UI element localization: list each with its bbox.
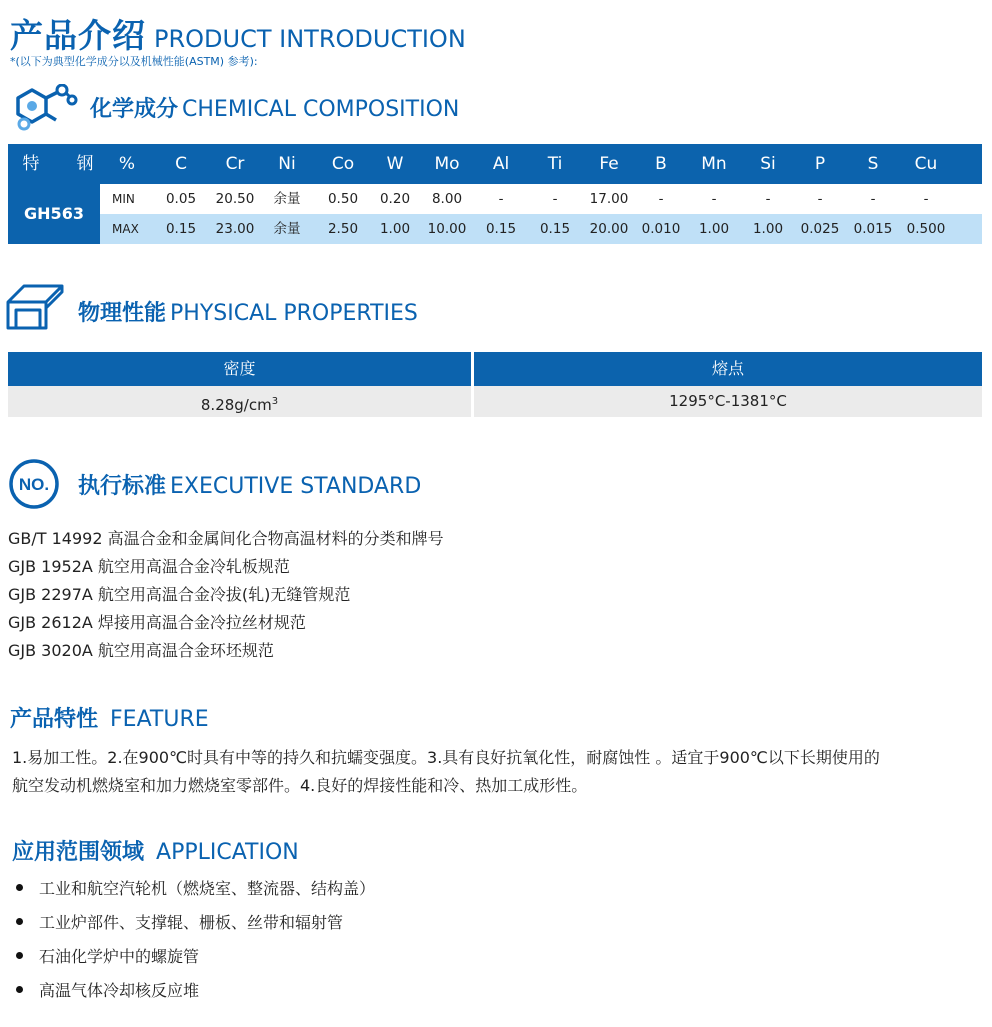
table-cell: - [870,191,876,207]
standard-item: GJB 2612A 焊接用高温合金冷拉丝材规范 [8,613,306,632]
standard-icon-text: NO. [18,475,50,494]
table-cell: - [552,191,558,207]
header-grade-2: 钢 [76,154,94,174]
grade-cell: GH563 [8,184,100,244]
density-header: 密度 [8,352,471,386]
header-element: Ni [278,154,296,174]
table-cell: - [817,191,823,207]
table-cell: 1.00 [379,221,411,237]
chemical-table-header [8,144,982,184]
standard-item: GJB 1952A 航空用高温合金冷轧板规范 [8,557,290,576]
feature-text-line: 航空发动机燃烧室和加力燃烧室零部件。4.良好的焊接性能和冷、热加工成形性。 [12,776,588,795]
header-element: Co [331,154,355,174]
list-item [16,978,199,1001]
header-element: C [175,154,187,174]
density-exponent: 3 [271,396,279,407]
table-cell: 1.00 [698,221,730,237]
table-cell: 0.015 [853,221,893,237]
table-cell: 20.00 [589,221,629,237]
header-element: P [814,154,826,174]
table-cell: 23.00 [215,221,255,237]
table-cell: 0.20 [379,191,411,207]
table-row-max [100,214,982,244]
table-cell: 17.00 [589,191,629,207]
reference-note: *(以下为典型化学成分以及机械性能(ASTM) 参考): [10,55,258,68]
header-percent: % [118,154,136,174]
table-cell: - [711,191,717,207]
standard-title-en: EXECUTIVE STANDARD [170,474,422,499]
table-cell: 余量 [273,191,301,207]
table-cell: - [498,191,504,207]
standard-section-title [78,469,421,500]
table-cell: 0.15 [165,221,197,237]
bullet-icon [16,952,23,959]
header-element: W [386,154,404,174]
header-element: S [867,154,879,174]
feature-title-cn: 产品特性 [10,707,99,732]
header-element: Cr [225,154,245,174]
bullet-icon [16,884,23,891]
table-cell: 20.50 [215,191,255,207]
density-value-cell [8,386,471,417]
table-cell: 0.15 [539,221,571,237]
header-element: Ti [547,154,563,174]
melting-point-value: 1295°C-1381°C [474,386,982,417]
table-cell: 0.15 [485,221,517,237]
chemical-section-title [90,92,459,123]
page-title [10,10,466,55]
table-cell: - [923,191,929,207]
standard-title-cn: 执行标准 [78,474,167,499]
header-element: Fe [599,154,619,174]
table-cell: 2.50 [327,221,359,237]
physical-properties-table [8,352,982,418]
density-value: 8.28g/cm [200,396,272,414]
application-title-cn: 应用范围领域 [12,840,145,865]
feature-title-en: FEATURE [110,707,209,732]
standard-item: GJB 2297A 航空用高温合金冷拔(轧)无缝管规范 [8,585,351,604]
table-row-min [100,184,982,214]
table-cell: - [765,191,771,207]
header-element: Si [760,154,776,174]
table-cell: - [658,191,664,207]
header-element: Mn [701,154,727,174]
table-cell: 1.00 [752,221,784,237]
table-cell: 0.05 [165,191,197,207]
standard-item: GJB 3020A 航空用高温合金环坯规范 [8,641,274,660]
table-cell: 0.025 [800,221,840,237]
bullet-icon [16,986,23,993]
feature-section-title [10,702,209,733]
list-item [16,944,199,967]
page-title-cn: 产品介绍 [10,16,146,55]
chemical-title-cn: 化学成分 [90,97,179,122]
row-label-max: MAX [112,222,139,236]
melting-point-header: 熔点 [474,352,982,386]
header-element: Mo [434,154,460,174]
physical-title-cn: 物理性能 [78,301,167,326]
application-item: 石油化学炉中的螺旋管 [39,947,200,966]
physical-title-en: PHYSICAL PROPERTIES [170,301,418,326]
application-item: 高温气体冷却核反应堆 [39,981,200,1000]
application-item: 工业炉部件、支撑辊、栅板、丝带和辐射管 [39,913,344,932]
feature-text-line: 1.易加工性。2.在900℃时具有中等的持久和抗蠕变强度。3.具有良好抗氧化性，耐腐蚀性 。适宜于900℃以下长期使用的 [12,748,880,767]
header-element: Cu [914,154,938,174]
application-item: 工业和航空汽轮机（燃烧室、整流器、结构盖） [39,879,376,898]
page-title-en: PRODUCT INTRODUCTION [154,25,466,53]
row-label-min: MIN [112,192,135,206]
chemical-title-en: CHEMICAL COMPOSITION [182,97,460,122]
application-title-en: APPLICATION [156,840,299,865]
table-cell: 10.00 [427,221,467,237]
table-cell: 0.50 [327,191,359,207]
bullet-icon [16,918,23,925]
table-cell: 8.00 [431,191,463,207]
table-cell: 0.010 [641,221,681,237]
list-item [16,910,343,933]
standard-item: GB/T 14992 高温合金和金属间化合物高温材料的分类和牌号 [8,529,444,548]
header-element: B [655,154,667,174]
chemical-composition-table [8,144,982,244]
steel-profile-icon [6,284,64,330]
application-section-title [12,835,299,866]
header-grade-1: 特 [22,154,40,174]
physical-section-title [78,296,418,327]
standard-number-icon [8,458,60,510]
header-element: Al [492,154,510,174]
molecule-icon [10,84,80,132]
list-item [16,876,375,899]
table-cell: 0.500 [906,221,946,237]
table-cell: 余量 [273,221,301,237]
